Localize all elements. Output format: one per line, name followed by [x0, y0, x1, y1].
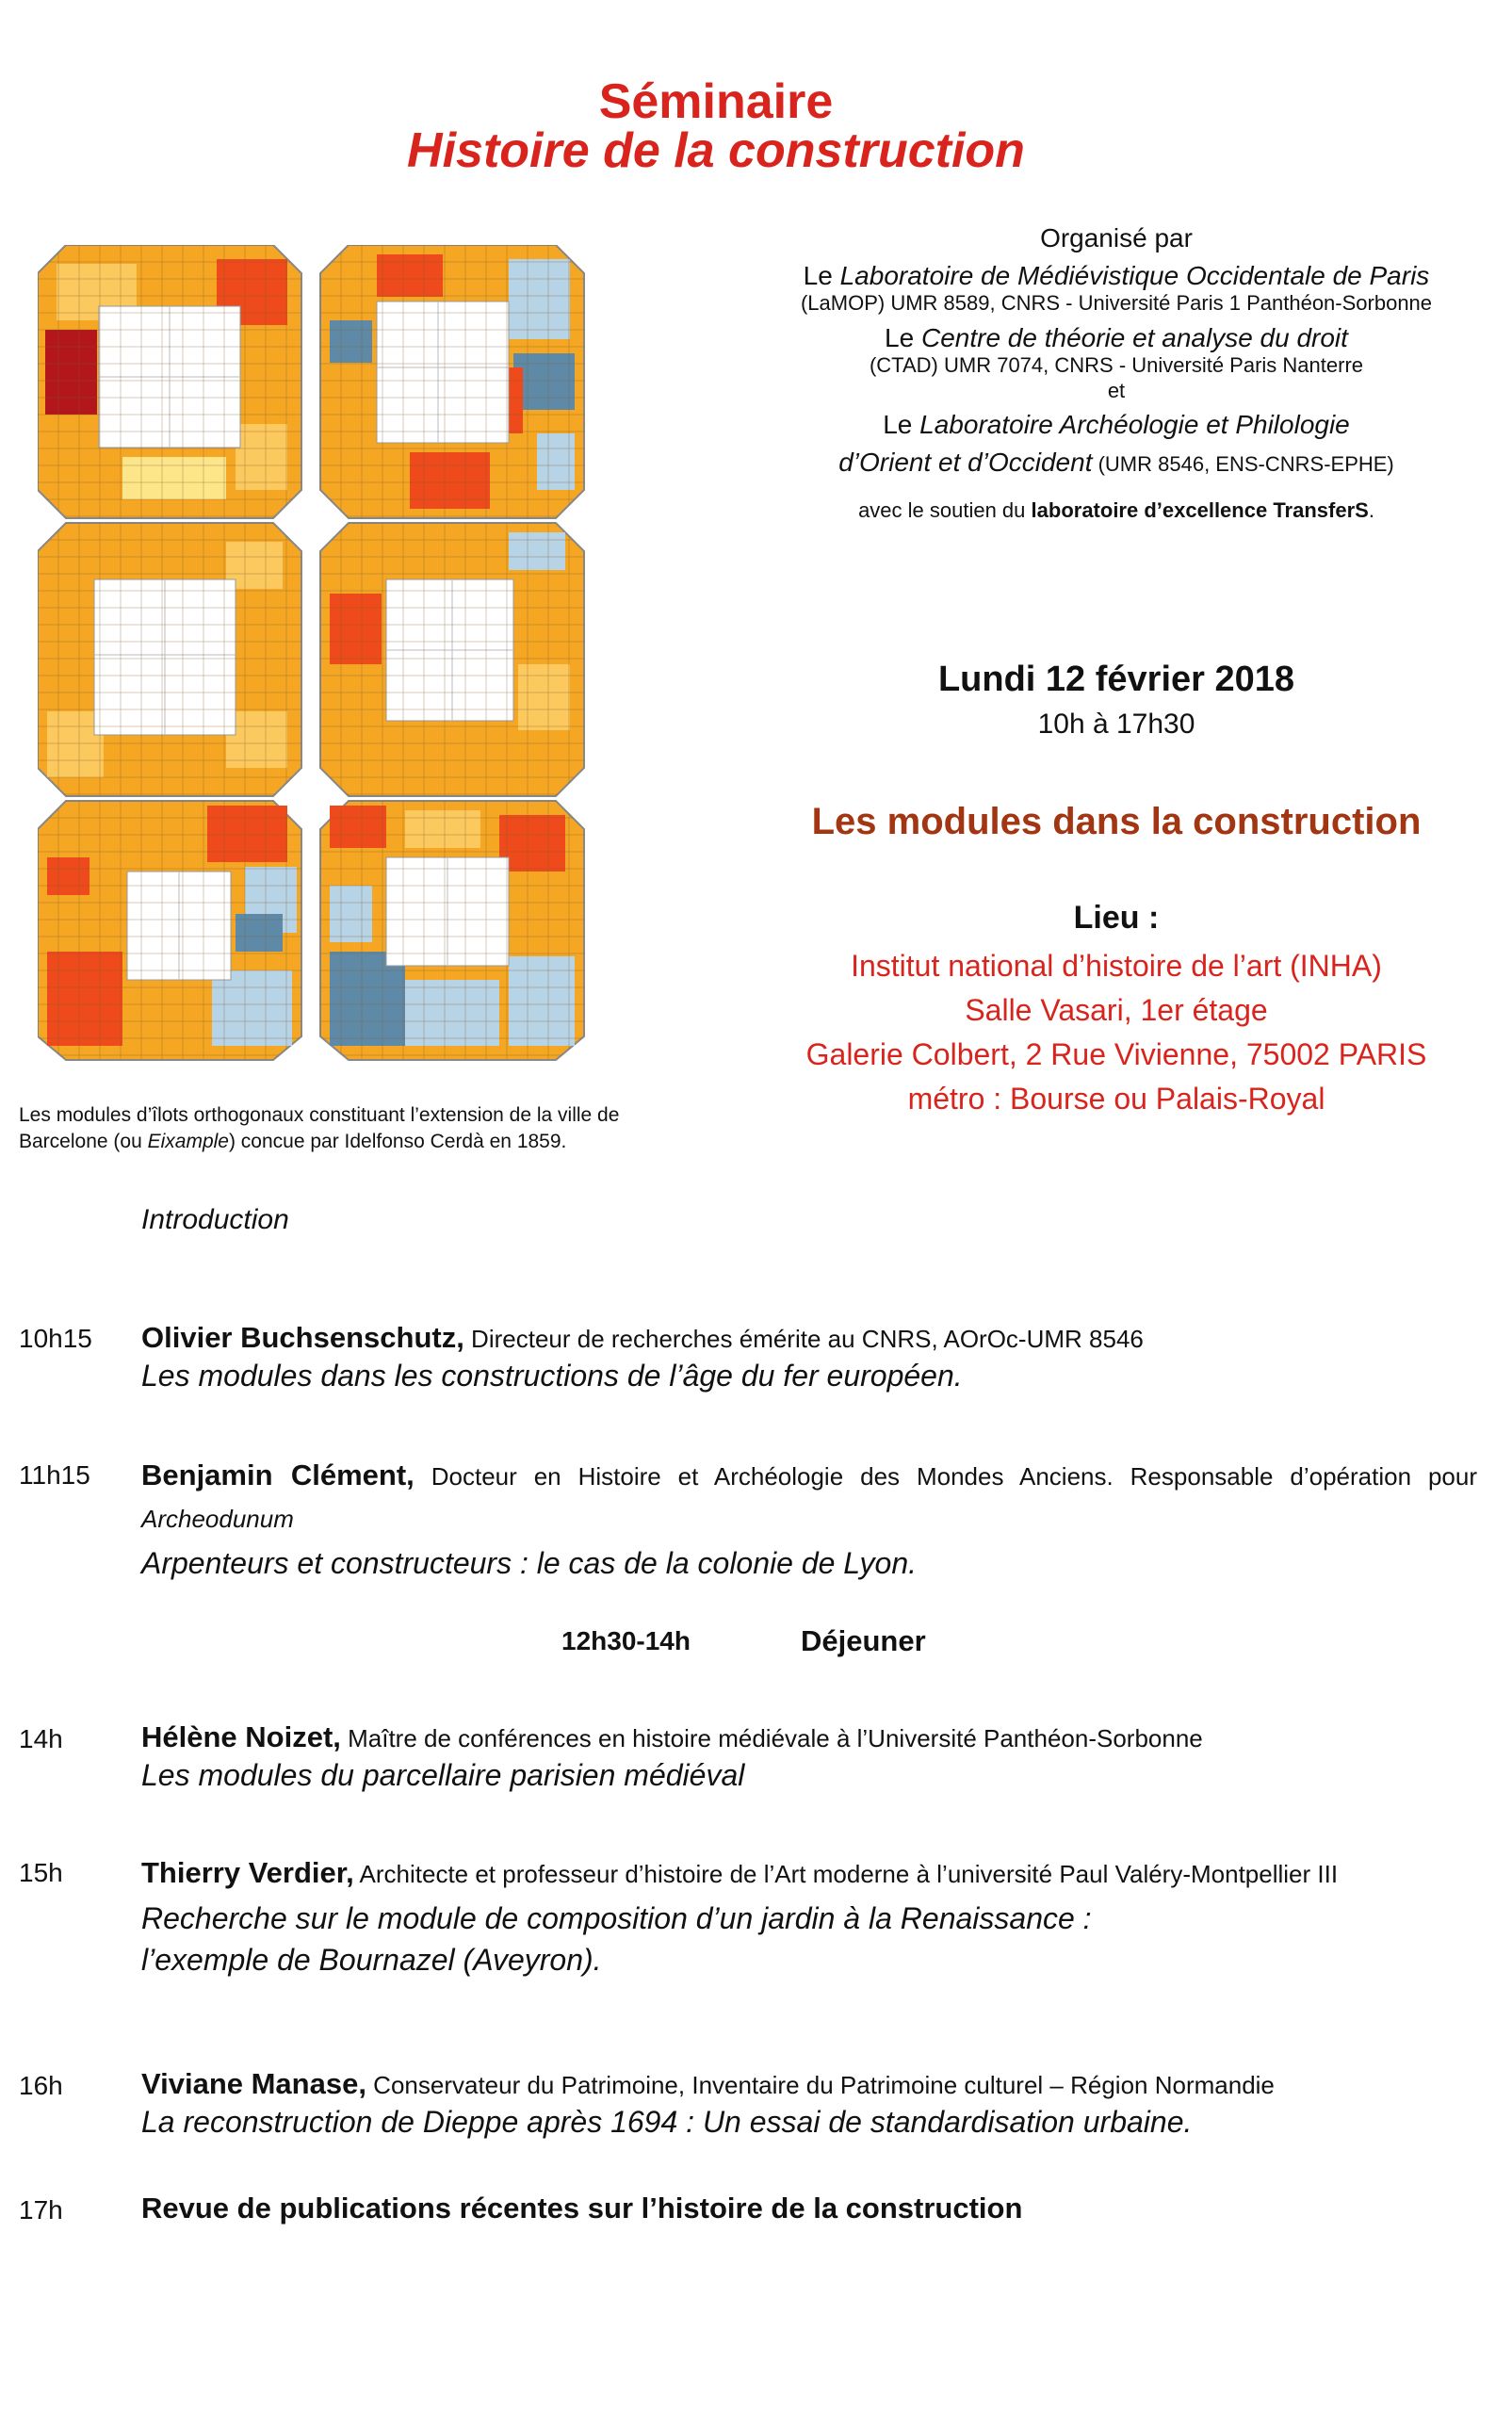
caption-text-end: ) concue par Idelfonso Cerdà en 1859.	[228, 1131, 567, 1152]
program-time: 11h15	[19, 1460, 90, 1490]
venue-name: Institut national d’histoire de l’art (INHA)	[851, 949, 1382, 983]
closing-session: Revue de publications récentes sur l’histoire de la construction	[141, 2192, 1023, 2225]
speaker-role: Maître de conférences en histoire médiévale à l’Université Panthéon-Sorbonne	[340, 1724, 1203, 1752]
map-block-5	[38, 801, 301, 1060]
map-caption	[19, 1102, 707, 1155]
org3-name: Laboratoire Archéologie et Philologie	[919, 409, 1350, 439]
speaker-role: Architecte et professeur d’histoire de l’Art moderne à l’université Paul Valéry-Montpellier III	[353, 1860, 1339, 1888]
map-block-4	[320, 523, 584, 796]
org3-detail: (UMR 8546, ENS-CNRS-EPHE)	[1092, 451, 1394, 476]
lunch-label: Déjeuner	[801, 1624, 926, 1657]
organizer-3	[744, 409, 1488, 441]
support-prefix: avec le soutien du	[858, 498, 1032, 523]
support-name: laboratoire d’excellence TransferS	[1031, 498, 1369, 523]
caption-text: Les modules d’îlots orthogonaux constituant l’extension de la ville de Barcelone (ou	[19, 1104, 620, 1152]
caption-italic: Eixample	[147, 1131, 229, 1152]
org1-name: Laboratoire de Médiévistique Occidentale de Paris	[839, 260, 1430, 290]
map-block-2	[320, 245, 584, 518]
org2-name: Centre de théorie et analyse du droit	[920, 322, 1348, 352]
venue-address: Galerie Colbert, 2 Rue Vivienne, 75002 PARIS	[805, 1037, 1427, 1071]
program-item	[141, 2067, 1477, 2143]
venue-block	[744, 944, 1488, 1121]
lunch-time: 12h30-14h	[561, 1626, 691, 1655]
speaker-name: Thierry Verdier,	[141, 1856, 354, 1889]
event-hours: 10h à 17h30	[1037, 709, 1195, 740]
seminar-title: Séminaire	[598, 74, 834, 129]
speaker-name: Olivier Buchsenschutz,	[141, 1321, 464, 1354]
program-time: 17h	[19, 2195, 63, 2225]
speaker-name: Viviane Manase,	[141, 2067, 366, 2100]
place-label: Lieu :	[1073, 900, 1160, 936]
speaker-role: Directeur de recherches émérite au CNRS, AOrOc-UMR 8546	[463, 1325, 1144, 1353]
event-theme: Les modules dans la construction	[811, 801, 1422, 842]
program-time: 16h	[19, 2071, 63, 2100]
venue-room: Salle Vasari, 1er étage	[965, 993, 1268, 1027]
program-item	[141, 1321, 1477, 1396]
program-item	[141, 1457, 1477, 1584]
program-time: 10h15	[19, 1324, 92, 1353]
map-block-1	[38, 245, 301, 518]
organizer-1	[744, 260, 1488, 292]
program-time: 14h	[19, 1724, 63, 1753]
support-suffix: .	[1368, 498, 1374, 523]
organizers-block	[744, 222, 1488, 524]
and-separator: et	[1107, 378, 1126, 402]
organizer-3-line2	[744, 447, 1488, 479]
org3-name-2: d’Orient et d’Occident	[838, 447, 1093, 477]
organizer-2	[744, 322, 1488, 354]
program-item	[141, 2192, 1477, 2225]
talk-title: Arpenteurs et constructeurs : le cas de la colonie de Lyon.	[141, 1546, 917, 1580]
org3-prefix: Le	[883, 409, 920, 439]
seminar-subtitle: Histoire de la construction	[407, 123, 1025, 178]
speaker-name: Hélène Noizet,	[141, 1720, 341, 1753]
program-introduction: Introduction	[141, 1204, 289, 1235]
talk-title-line2: l’exemple de Bournazel (Aveyron).	[141, 1943, 602, 1977]
event-date: Lundi 12 février 2018	[937, 660, 1295, 699]
organizer-2-detail: (CTAD) UMR 7074, CNRS - Université Paris Nanterre	[869, 353, 1364, 378]
program-time: 15h	[19, 1858, 63, 1887]
talk-title: Les modules dans les constructions de l’âge du fer européen.	[141, 1359, 963, 1393]
speaker-role: Docteur en Histoire et Archéologie des Mondes Anciens. Responsable d’opération pour	[414, 1462, 1478, 1491]
map-block-6	[320, 801, 584, 1060]
support-line	[744, 498, 1488, 523]
talk-title: La reconstruction de Dieppe après 1694 : Un essai de standardisation urbaine.	[141, 2105, 1193, 2139]
speaker-role-italic: Archeodunum	[141, 1505, 294, 1533]
program-item	[141, 1854, 1477, 1980]
speaker-role: Conservateur du Patrimoine, Inventaire du Patrimoine culturel – Région Normandie	[366, 2071, 1275, 2099]
talk-title: Recherche sur le module de composition d’un jardin à la Renaissance :	[141, 1901, 1092, 1935]
venue-metro: métro : Bourse ou Palais-Royal	[907, 1082, 1325, 1116]
barcelona-blocks-map	[38, 245, 593, 1065]
organizer-1-detail: (LaMOP) UMR 8589, CNRS - Université Paris 1 Panthéon-Sorbonne	[800, 291, 1433, 316]
speaker-name: Benjamin Clément,	[141, 1459, 415, 1491]
org2-prefix: Le	[885, 322, 921, 352]
org1-prefix: Le	[803, 260, 840, 290]
map-block-3	[38, 523, 301, 796]
program-item	[141, 1720, 1477, 1796]
talk-title: Les modules du parcellaire parisien médiéval	[141, 1758, 745, 1792]
organized-by: Organisé par	[1040, 223, 1193, 253]
